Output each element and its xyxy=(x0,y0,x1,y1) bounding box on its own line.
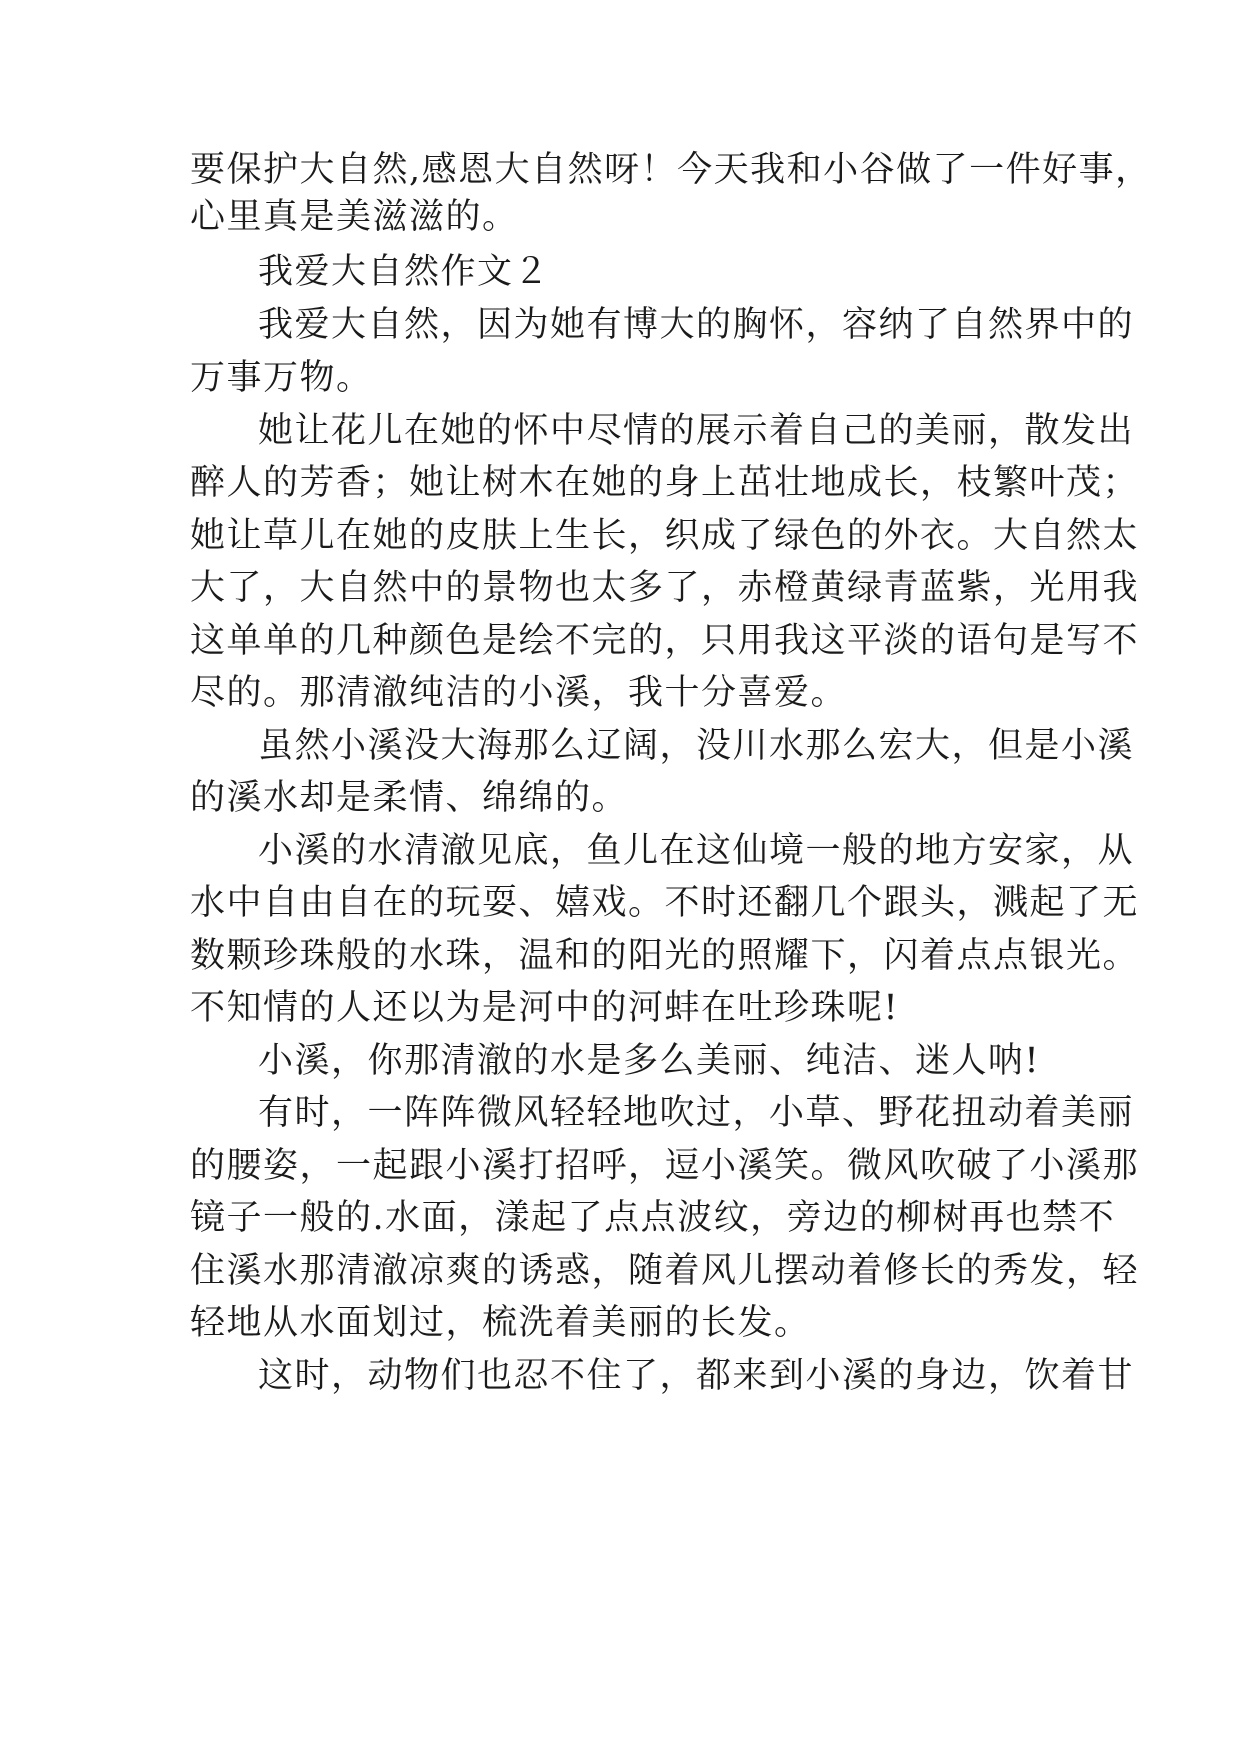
text-line: 她让草儿在她的皮肤上生长，织成了绿色的外衣。大自然太 xyxy=(190,516,1140,556)
text-line: 小溪，你那清澈的水是多么美丽、纯洁、迷人呐! xyxy=(258,1041,1041,1081)
text-line: 心里真是美滋滋的。 xyxy=(190,197,519,237)
text-line: 不知情的人还以为是河中的河蚌在吐珍珠呢! xyxy=(190,988,900,1028)
text-line: 的腰姿，一起跟小溪打招呼，逗小溪笑。微风吹破了小溪那 xyxy=(190,1146,1140,1186)
text-line: 住溪水那清澈凉爽的诱惑，随着风儿摆动着修长的秀发，轻 xyxy=(190,1251,1140,1291)
text-line: 镜子一般的.水面，漾起了点点波纹，旁边的柳树再也禁不 xyxy=(190,1198,1116,1238)
text-line: 数颗珍珠般的水珠，温和的阳光的照耀下，闪着点点银光。 xyxy=(190,936,1140,976)
text-line: 虽然小溪没大海那么辽阔，没川水那么宏大，但是小溪 xyxy=(258,726,1135,766)
text-line: 要保护大自然,感恩大自然呀！今天我和小谷做了一件好事， xyxy=(190,150,1152,190)
text-line: 万事万物。 xyxy=(190,358,373,398)
text-line: 她让花儿在她的怀中尽情的展示着自己的美丽，散发出 xyxy=(258,411,1135,451)
text-line: 我爱大自然，因为她有博大的胸怀，容纳了自然界中的 xyxy=(258,305,1135,345)
text-line: 这时，动物们也忍不住了，都来到小溪的身边，饮着甘 xyxy=(258,1356,1135,1396)
text-line: 水中自由自在的玩耍、嬉戏。不时还翻几个跟头，溅起了无 xyxy=(190,883,1140,923)
text-line: 的溪水却是柔情、绵绵的。 xyxy=(190,778,629,818)
text-line: 小溪的水清澈见底，鱼儿在这仙境一般的地方安家，从 xyxy=(258,831,1135,871)
text-line: 尽的。那清澈纯洁的小溪，我十分喜爱。 xyxy=(190,673,848,713)
text-line: 大了，大自然中的景物也太多了，赤橙黄绿青蓝紫，光用我 xyxy=(190,568,1140,608)
text-line: 醉人的芳香；她让树木在她的身上茁壮地成长，枝繁叶茂； xyxy=(190,463,1140,503)
text-line: 轻地从水面划过，梳洗着美丽的长发。 xyxy=(190,1303,811,1343)
text-line: 这单单的几种颜色是绘不完的，只用我这平淡的语句是写不 xyxy=(190,621,1140,661)
section-title: 我爱大自然作文２ xyxy=(258,252,551,292)
text-line: 有时，一阵阵微风轻轻地吹过，小草、野花扭动着美丽 xyxy=(258,1093,1135,1133)
